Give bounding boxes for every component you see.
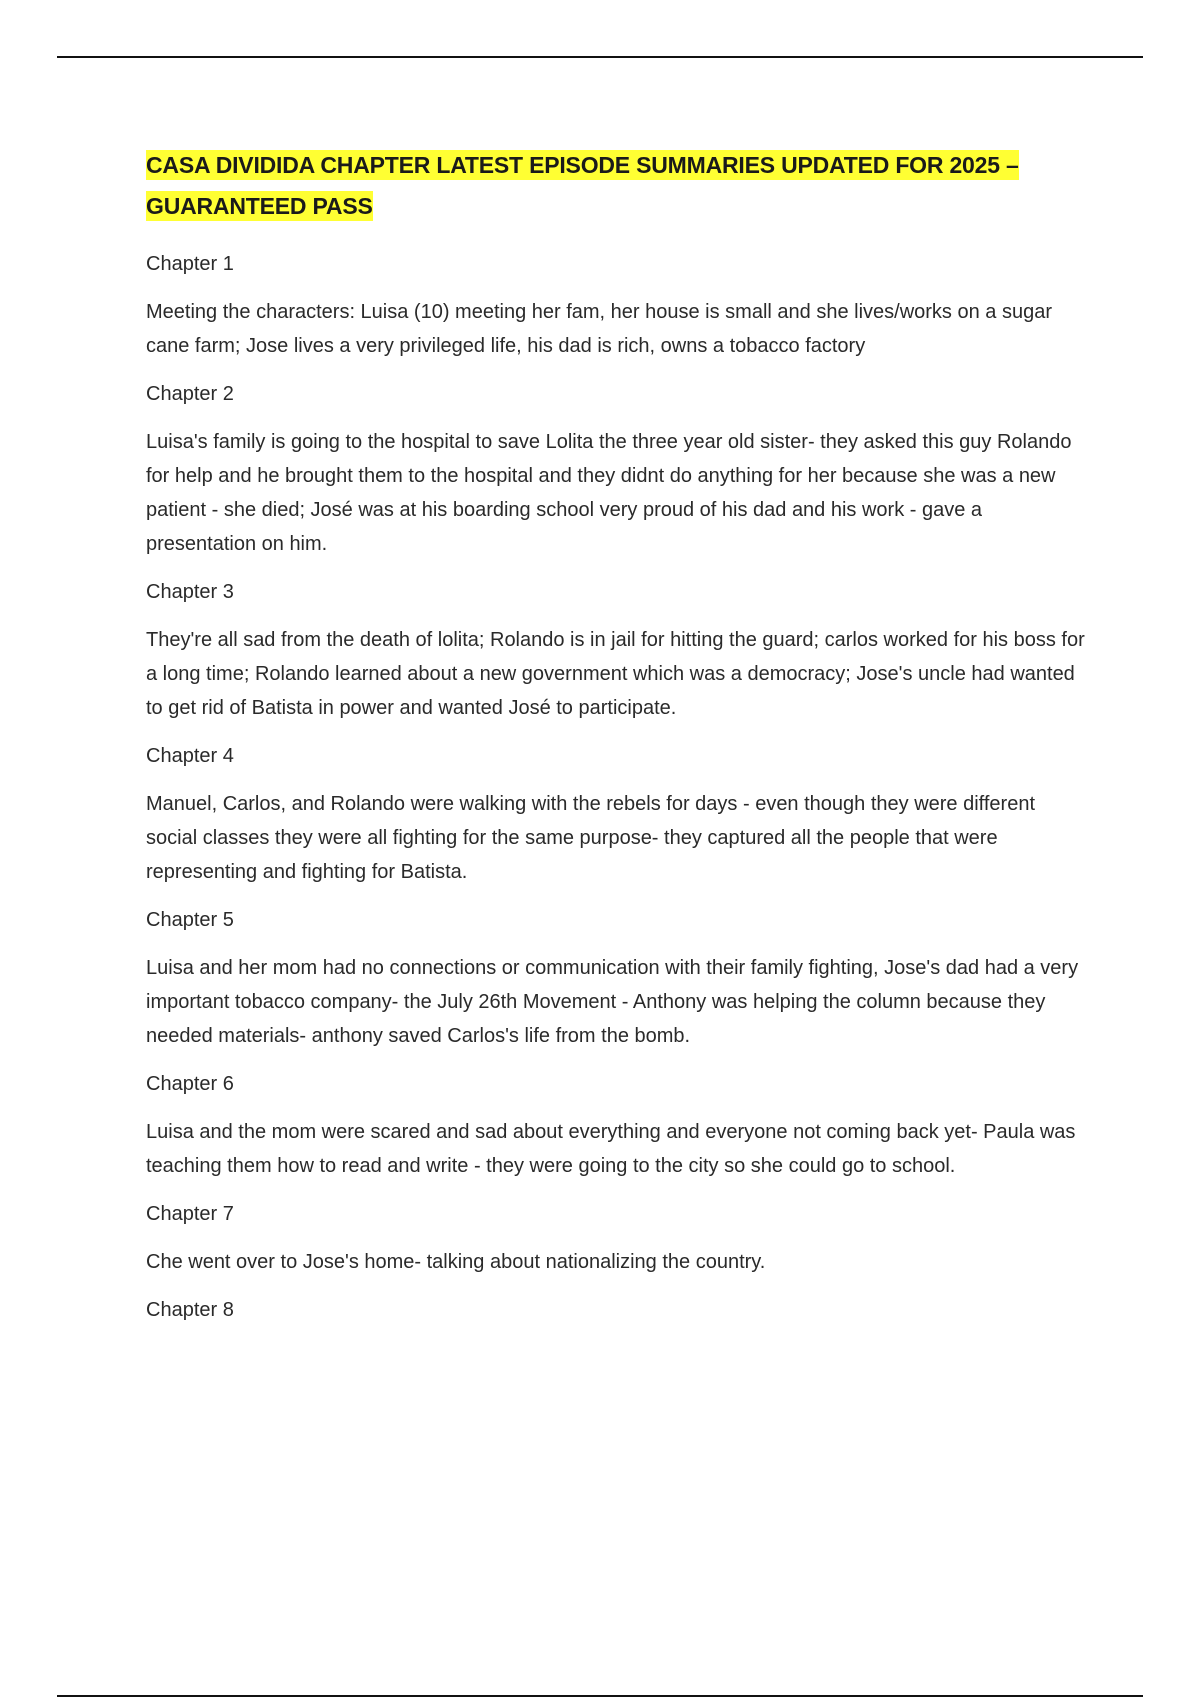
chapter-4 xyxy=(146,741,1086,889)
chapter-5 xyxy=(146,905,1086,1053)
chapter-3 xyxy=(146,577,1086,725)
chapter-heading: Chapter 2 xyxy=(146,383,234,405)
chapter-summary: Luisa's family is going to the hospital to save Lolita the three year old sister- they asked this guy Rolando for help and he brought them to the hospital and they didnt do anything for her because she was a new patient - she died; José was at his boarding school very proud of his dad and his work - gave a presentation on him. xyxy=(146,431,1072,555)
chapter-8 xyxy=(146,1295,1086,1325)
chapter-heading: Chapter 5 xyxy=(146,909,234,931)
chapter-6 xyxy=(146,1069,1086,1183)
chapter-heading: Chapter 3 xyxy=(146,581,234,603)
document-title-text: CASA DIVIDIDA CHAPTER LATEST EPISODE SUMMARIES UPDATED FOR 2025 – GUARANTEED PASS xyxy=(146,152,1019,219)
chapter-summary: Manuel, Carlos, and Rolando were walking with the rebels for days - even though they were different social classes they were all fighting for the same purpose- they captured all the people that were representing and fighting for Batista. xyxy=(146,793,1036,883)
chapter-summary: Luisa and the mom were scared and sad about everything and everyone not coming back yet- Paula was teaching them how to read and write - they were going to the city so she could go to school. xyxy=(146,1121,1076,1177)
chapter-heading: Chapter 6 xyxy=(146,1073,234,1095)
top-divider xyxy=(57,56,1143,58)
chapter-summary: Luisa and her mom had no connections or communication with their family fighting, Jose's dad had a very important tobacco company- the July 26th Movement - Anthony was helping the column because they needed materials- anthony saved Carlos's life from the bomb. xyxy=(146,957,1079,1047)
chapter-7 xyxy=(146,1199,1086,1279)
chapter-summary: Meeting the characters: Luisa (10) meeting her fam, her house is small and she lives/works on a sugar cane farm; Jose lives a very privileged life, his dad is rich, owns a tobacco factory xyxy=(146,301,1052,357)
document-title xyxy=(146,145,1086,227)
chapter-heading: Chapter 7 xyxy=(146,1203,234,1225)
chapter-heading: Chapter 4 xyxy=(146,745,234,767)
chapter-summary: Che went over to Jose's home- talking about nationalizing the country. xyxy=(146,1251,766,1273)
document-body xyxy=(146,145,1086,1341)
chapter-1 xyxy=(146,249,1086,363)
bottom-divider xyxy=(57,1695,1143,1697)
chapter-summary: They're all sad from the death of lolita; Rolando is in jail for hitting the guard; carlos worked for his boss for a long time; Rolando learned about a new government which was a democracy; Jose's uncle had wanted to get rid of Batista in power and wanted José to participate. xyxy=(146,629,1085,719)
chapter-2 xyxy=(146,379,1086,561)
chapter-heading: Chapter 1 xyxy=(146,253,234,275)
chapter-heading: Chapter 8 xyxy=(146,1299,234,1321)
